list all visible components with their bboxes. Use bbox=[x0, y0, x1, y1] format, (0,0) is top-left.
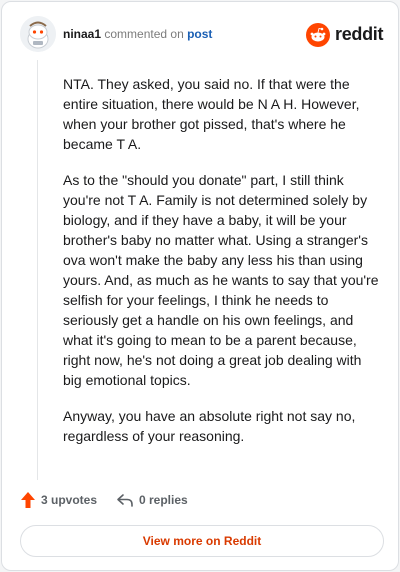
reply-icon bbox=[116, 492, 134, 508]
reply-count: 0 replies bbox=[139, 493, 188, 507]
comment-actions bbox=[20, 490, 382, 510]
upvote-button[interactable] bbox=[20, 490, 97, 510]
view-more-button[interactable]: View more on Reddit bbox=[20, 525, 384, 557]
reddit-logo-icon bbox=[306, 23, 330, 47]
upvote-arrow-icon bbox=[20, 491, 36, 509]
comment-header bbox=[20, 16, 382, 52]
upvote-count: 3 upvotes bbox=[41, 493, 98, 507]
post-link[interactable]: post bbox=[187, 27, 213, 41]
reply-button[interactable] bbox=[116, 490, 188, 510]
comment-paragraph: As to the "should you donate" part, I still think you're not T A. Family is not determined solely by biology, and if they have a baby, it will be your brother's baby no matter what. Using a stranger's ova won't make the baby any less his than using yours. And, as much as he wants to say that you're selfish for your feelings, I think he needs to seriously get a handle on his own feelings, and what it's going to mean to be a parent because, right now, he's not doing a great job dealing with big emotional topics. bbox=[63, 172, 379, 388]
username-link[interactable]: ninaa1 bbox=[63, 27, 102, 41]
comment-meta bbox=[63, 27, 212, 41]
comment-card bbox=[1, 1, 399, 571]
reddit-brand[interactable] bbox=[306, 22, 382, 48]
thread-line bbox=[37, 60, 38, 480]
comment-body bbox=[63, 74, 383, 462]
reddit-wordmark: reddit bbox=[335, 24, 384, 44]
comment-paragraph: NTA. They asked, you said no. If that were the entire situation, there would be N A H. However, when your brother got pissed, that's where he became T A. bbox=[63, 76, 360, 152]
commented-on-text: commented on bbox=[104, 27, 184, 41]
snoo-avatar-icon[interactable] bbox=[20, 16, 56, 52]
comment-paragraph: Anyway, you have an absolute right not say no, regardless of your reasoning. bbox=[63, 408, 356, 444]
